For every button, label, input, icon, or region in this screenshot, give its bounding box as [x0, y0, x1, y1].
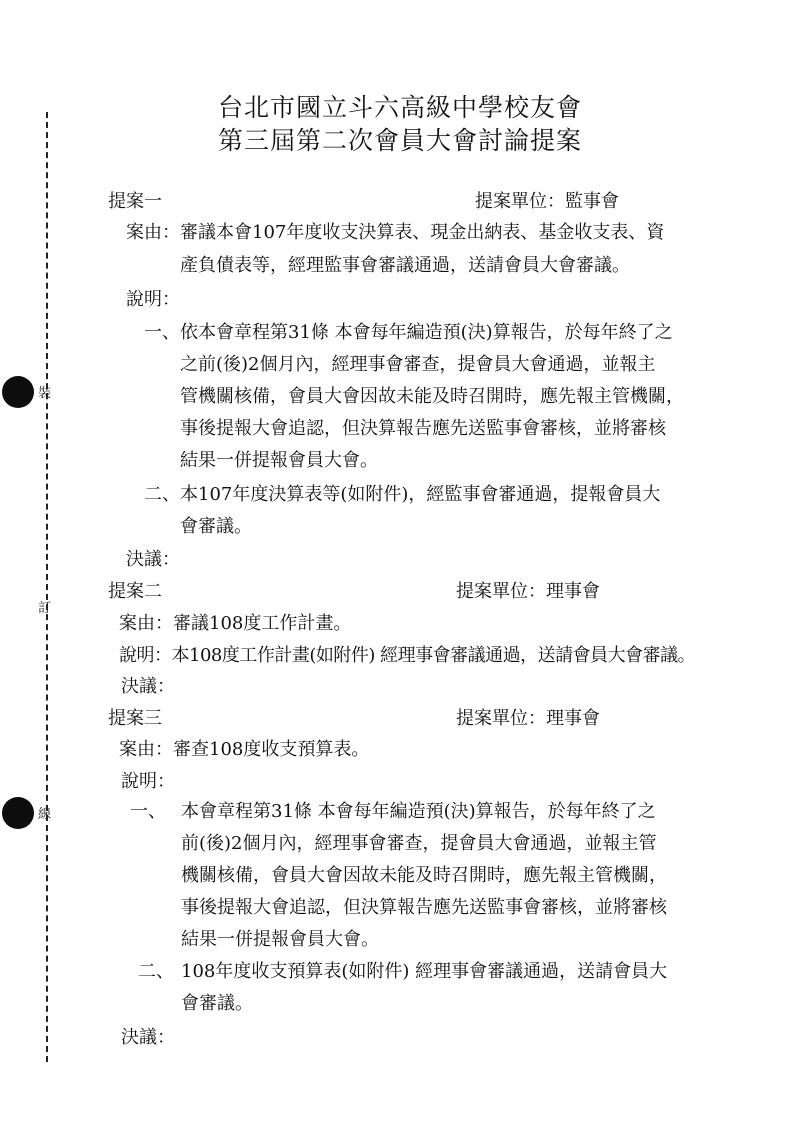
proposal3-item2-line: 會審議。	[181, 993, 253, 1014]
proposal2-unit: 提案單位：理事會	[456, 581, 600, 602]
proposal3-item1-line: 機關核備，會員大會因故未能及時召開時，應先報主管機關，	[181, 865, 667, 886]
proposal1-reason-line1: 審議本會107年度收支決算表、現金出納表、基金收支表、資	[180, 222, 665, 243]
proposal3-item1-line: 本會章程第31條 本會每年編造預(決)算報告，於每年終了之	[181, 801, 656, 822]
proposal2-reason: 案由：審議108度工作計畫。	[119, 613, 352, 634]
proposal3-resolution: 決議：	[121, 1027, 175, 1048]
proposal1-item1-line: 結果一併提報會員大會。	[180, 450, 378, 471]
document-title-line2: 第三屆第二次會員大會討論提案	[217, 126, 582, 155]
proposal1-item1-line: 管機關核備，會員大會因故未能及時召開時，應先報主管機關，	[180, 386, 684, 407]
proposal3-item2-line: 108年度收支預算表(如附件) 經理事會審議通過，送請會員大	[181, 961, 668, 982]
proposal3-reason: 案由：審查108度收支預算表。	[119, 739, 370, 760]
proposal3-unit: 提案單位：理事會	[456, 708, 600, 729]
proposal1-label: 提案一	[108, 191, 162, 212]
proposal1-resolution: 決議：	[126, 549, 180, 570]
document-title-line1: 台北市國立斗六高級中學校友會	[217, 93, 582, 122]
binding-label-ding: 訂	[38, 601, 52, 616]
proposal1-item1-line: 之前(後)2個月內，經理事會審查，提會員大會通過，並報主	[180, 354, 656, 375]
binding-label-xian: 線	[38, 807, 52, 822]
proposal2-label: 提案二	[108, 581, 162, 602]
proposal3-explain-label: 說明：	[121, 771, 175, 792]
proposal1-item1-line: 依本會章程第31條 本會每年編造預(決)算報告，於每年終了之	[180, 322, 673, 343]
proposal3-item1-line: 前(後)2個月內，經理事會審查，提會員大會通過，並報主管	[181, 833, 657, 854]
proposal1-unit: 提案單位：監事會	[475, 191, 619, 212]
proposal1-item2-line: 會審議。	[180, 516, 252, 537]
proposal3-item1-line: 結果一併提報會員大會。	[181, 929, 379, 950]
proposal1-item2-line: 本107年度決算表等(如附件)，經監事會審通過，提報會員大	[180, 484, 661, 505]
proposal1-explain-label: 說明：	[126, 289, 180, 310]
proposal2-explain: 說明：本108度工作計畫(如附件) 經理事會審議通過，送請會員大會審議。	[119, 645, 696, 666]
proposal1-item2-number: 二、	[144, 484, 180, 505]
binding-hole-bottom	[2, 797, 34, 829]
proposal3-item1-number: 一、	[130, 801, 166, 822]
proposal3-label: 提案三	[108, 708, 162, 729]
binding-label-zhuang: 裝	[38, 386, 52, 401]
proposal3-item1-line: 事後提報大會追認，但決算報告應先送監事會審核，並將審核	[181, 897, 667, 918]
proposal1-reason-label: 案由：	[126, 222, 180, 243]
proposal1-reason-line2: 產負債表等，經理監事會審議通過，送請會員大會審議。	[180, 255, 630, 276]
proposal3-item2-number: 二、	[138, 961, 174, 982]
proposal2-resolution: 決議：	[121, 676, 175, 697]
binding-hole-top	[2, 376, 34, 408]
binding-dashed-line	[46, 112, 48, 1062]
proposal1-item1-line: 事後提報大會追認，但決算報告應先送監事會審核，並將審核	[180, 418, 666, 439]
proposal1-item1-number: 一、	[144, 322, 180, 343]
